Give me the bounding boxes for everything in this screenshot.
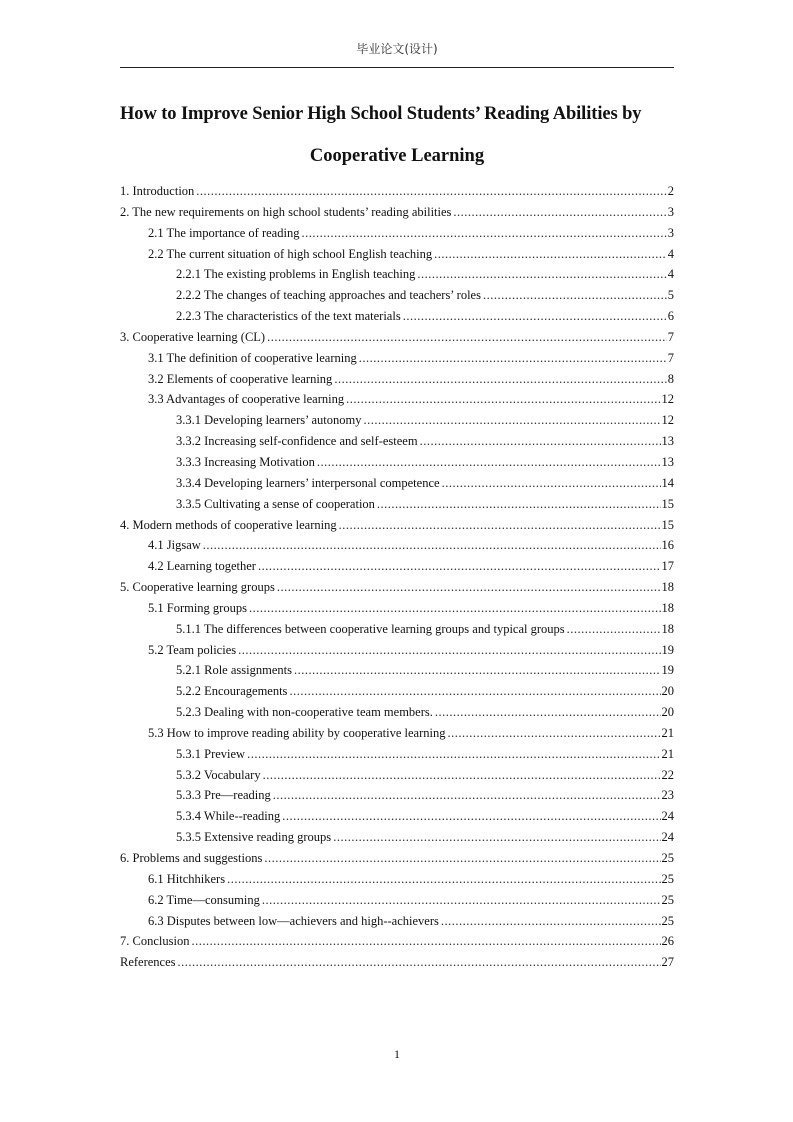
toc-entry[interactable] <box>120 369 674 390</box>
toc-entry[interactable] <box>120 306 674 327</box>
toc-entry[interactable] <box>120 556 674 577</box>
toc-entry-page: 21 <box>661 725 674 740</box>
toc-entry[interactable] <box>120 577 674 598</box>
toc-entry[interactable] <box>120 806 674 827</box>
toc-entry-title: 5.2.3 Dealing with non-cooperative team members. <box>176 705 433 720</box>
toc-entry[interactable] <box>120 327 674 348</box>
toc-dot-leader <box>196 181 666 202</box>
toc-entry-title: 6. Problems and suggestions <box>120 851 263 865</box>
toc-dot-leader <box>301 223 666 244</box>
toc-entry-page: 24 <box>661 830 674 845</box>
toc-entry-title: 2.2.2 The changes of teaching approaches and teachers’ roles <box>176 288 481 303</box>
toc-entry[interactable] <box>120 619 674 640</box>
toc-dot-leader <box>359 348 667 369</box>
toc-entry-title: 6.2 Time—consuming <box>148 892 260 907</box>
toc-entry-title: 5.3.5 Extensive reading groups <box>176 830 332 845</box>
toc-entry[interactable] <box>120 744 674 765</box>
toc-dot-leader <box>435 702 661 723</box>
toc-entry[interactable] <box>120 494 674 515</box>
toc-entry-page: 15 <box>661 496 674 511</box>
toc-entry-page: 21 <box>661 746 674 761</box>
toc-entry[interactable] <box>120 640 674 661</box>
toc-entry-title: 4.2 Learning together <box>148 559 256 574</box>
toc-entry[interactable] <box>120 535 674 556</box>
toc-dot-leader <box>441 911 661 932</box>
toc-dot-leader <box>282 806 660 827</box>
toc-dot-leader <box>277 577 661 598</box>
toc-entry[interactable] <box>120 681 674 702</box>
toc-entry-title: 5.3.3 Pre—reading <box>176 788 271 803</box>
toc-entry-title: 5.1.1 The differences between cooperative learning groups and typical groups <box>176 621 565 636</box>
toc-entry[interactable] <box>120 952 674 973</box>
toc-entry-page: 25 <box>661 913 674 928</box>
toc-entry-page: 13 <box>661 454 674 469</box>
toc-entry[interactable] <box>120 660 674 681</box>
toc-entry-title: 2.1 The importance of reading <box>148 225 300 240</box>
toc-entry-title: 2.2.1 The existing problems in English teaching <box>176 267 416 282</box>
toc-entry-title: 4.1 Jigsaw <box>148 538 201 553</box>
toc-dot-leader <box>227 869 660 890</box>
toc-dot-leader <box>453 202 666 223</box>
toc-entry[interactable] <box>120 765 674 786</box>
toc-entry-page: 12 <box>661 392 674 407</box>
toc-entry-title: 5.2 Team policies <box>148 642 237 657</box>
toc-entry-page: 3 <box>667 204 674 219</box>
toc-entry-title: 5.1 Forming groups <box>148 600 247 615</box>
toc-dot-leader <box>434 244 667 265</box>
toc-entry-title: 3. Cooperative learning (CL) <box>120 329 266 344</box>
toc-entry-title: References <box>120 955 176 970</box>
page-number: 1 <box>394 1047 400 1061</box>
document-title-line-1: How to Improve Senior High School Students’ Reading Abilities by <box>120 104 642 124</box>
toc-entry-title: 3.3.3 Increasing Motivation <box>176 454 315 469</box>
toc-entry-page: 7 <box>667 350 674 365</box>
toc-entry[interactable] <box>120 869 674 890</box>
toc-entry-title: 4. Modern methods of cooperative learning <box>120 517 337 532</box>
toc-entry[interactable] <box>120 473 674 494</box>
table-of-contents <box>120 181 674 973</box>
toc-entry-page: 22 <box>661 767 674 782</box>
toc-dot-leader <box>262 890 661 911</box>
toc-entry-title: 5.3.2 Vocabulary <box>176 767 261 782</box>
toc-entry[interactable] <box>120 410 674 431</box>
toc-dot-leader <box>178 952 661 973</box>
toc-dot-leader <box>333 827 660 848</box>
toc-dot-leader <box>417 264 666 285</box>
toc-entry[interactable] <box>120 515 674 536</box>
toc-entry-title: 6.1 Hitchhikers <box>148 871 226 886</box>
toc-dot-leader <box>273 785 661 806</box>
toc-entry-title: 3.3.5 Cultivating a sense of cooperation <box>176 496 375 511</box>
toc-entry-page: 23 <box>661 788 674 803</box>
toc-entry[interactable] <box>120 285 674 306</box>
toc-entry-page: 26 <box>661 934 674 949</box>
toc-entry-title: 2. The new requirements on high school students’ reading abilities <box>120 204 452 219</box>
toc-entry-title: 3.3.4 Developing learners’ interpersonal competence <box>176 475 440 490</box>
toc-dot-leader <box>258 556 661 577</box>
toc-entry[interactable] <box>120 223 674 244</box>
toc-entry-page: 27 <box>661 955 674 970</box>
toc-entry-page: 19 <box>661 642 674 657</box>
toc-dot-leader <box>346 389 660 410</box>
toc-entry-title: 3.3.2 Increasing self-confidence and self-esteem <box>176 434 418 449</box>
toc-entry-page: 6 <box>667 309 674 324</box>
toc-dot-leader <box>267 327 667 348</box>
toc-entry-title: 7. Conclusion <box>120 934 190 949</box>
toc-entry-title: 3.2 Elements of cooperative learning <box>148 371 333 386</box>
toc-entry-page: 4 <box>667 267 674 282</box>
page-header: 毕业论文(设计) <box>356 42 438 56</box>
toc-dot-leader <box>263 765 661 786</box>
toc-entry-page: 25 <box>661 871 674 886</box>
toc-dot-leader <box>247 744 660 765</box>
toc-entry-title: 5. Cooperative learning groups <box>120 580 275 595</box>
toc-entry[interactable] <box>120 264 674 285</box>
toc-entry-title: 5.3.4 While--reading <box>176 809 281 824</box>
toc-entry-page: 25 <box>661 851 674 865</box>
toc-dot-leader <box>339 515 661 536</box>
toc-entry[interactable] <box>120 202 674 223</box>
toc-entry-title: 3.3.1 Developing learners’ autonomy <box>176 413 362 428</box>
toc-entry[interactable] <box>120 431 674 452</box>
toc-entry-title: 5.3.1 Preview <box>176 746 246 761</box>
toc-entry-page: 18 <box>661 600 674 615</box>
toc-dot-leader <box>363 410 660 431</box>
toc-entry-page: 17 <box>661 559 674 574</box>
toc-dot-leader <box>403 306 667 327</box>
toc-entry-title: 1. Introduction <box>120 184 195 198</box>
toc-entry-page: 24 <box>661 809 674 824</box>
toc-entry-title: 3.3 Advantages of cooperative learning <box>148 392 345 407</box>
toc-entry-title: 5.3 How to improve reading ability by cooperative learning <box>148 725 446 740</box>
toc-entry-title: 3.1 The definition of cooperative learning <box>148 350 357 365</box>
toc-entry-page: 25 <box>661 892 674 907</box>
toc-dot-leader <box>203 535 661 556</box>
toc-entry[interactable] <box>120 848 674 869</box>
toc-dot-leader <box>567 619 661 640</box>
toc-entry-page: 8 <box>667 371 674 386</box>
toc-dot-leader <box>238 640 660 661</box>
toc-entry[interactable] <box>120 785 674 806</box>
toc-entry-page: 20 <box>661 705 674 720</box>
toc-entry-page: 15 <box>661 517 674 532</box>
toc-dot-leader <box>317 452 661 473</box>
toc-entry-title: 2.2 The current situation of high school English teaching <box>148 246 433 261</box>
toc-dot-leader <box>448 723 661 744</box>
toc-entry[interactable] <box>120 244 674 265</box>
toc-entry-page: 18 <box>661 580 674 595</box>
toc-entry[interactable] <box>120 931 674 952</box>
toc-entry[interactable] <box>120 911 674 932</box>
toc-entry-page: 3 <box>667 225 674 240</box>
toc-entry-title: 6.3 Disputes between low—achievers and high--achievers <box>148 913 439 928</box>
toc-dot-leader <box>264 848 660 869</box>
toc-entry-title: 5.2.1 Role assignments <box>176 663 292 678</box>
toc-entry[interactable] <box>120 181 674 202</box>
header-divider <box>120 67 674 68</box>
toc-entry[interactable] <box>120 890 674 911</box>
toc-entry-page: 12 <box>661 413 674 428</box>
toc-entry-page: 4 <box>667 246 674 261</box>
toc-entry-page: 14 <box>661 475 674 490</box>
toc-dot-leader <box>289 681 660 702</box>
toc-dot-leader <box>442 473 661 494</box>
document-title-line-2: Cooperative Learning <box>309 146 485 166</box>
toc-dot-leader <box>249 598 661 619</box>
toc-entry-page: 16 <box>661 538 674 553</box>
toc-entry-page: 13 <box>661 434 674 449</box>
toc-entry-page: 2 <box>667 184 674 198</box>
toc-entry[interactable] <box>120 723 674 744</box>
toc-entry-title: 2.2.3 The characteristics of the text materials <box>176 309 401 324</box>
toc-entry-page: 18 <box>661 621 674 636</box>
toc-entry[interactable] <box>120 598 674 619</box>
toc-entry[interactable] <box>120 827 674 848</box>
toc-entry-page: 5 <box>667 288 674 303</box>
toc-entry[interactable] <box>120 348 674 369</box>
toc-entry-page: 20 <box>661 684 674 699</box>
toc-dot-leader <box>377 494 661 515</box>
toc-dot-leader <box>420 431 661 452</box>
toc-entry[interactable] <box>120 452 674 473</box>
toc-entry[interactable] <box>120 389 674 410</box>
toc-dot-leader <box>334 369 666 390</box>
toc-dot-leader <box>294 660 661 681</box>
toc-entry-page: 19 <box>661 663 674 678</box>
toc-entry[interactable] <box>120 702 674 723</box>
toc-dot-leader <box>191 931 660 952</box>
toc-dot-leader <box>483 285 667 306</box>
toc-entry-title: 5.2.2 Encouragements <box>176 684 288 699</box>
toc-entry-page: 7 <box>667 329 674 344</box>
